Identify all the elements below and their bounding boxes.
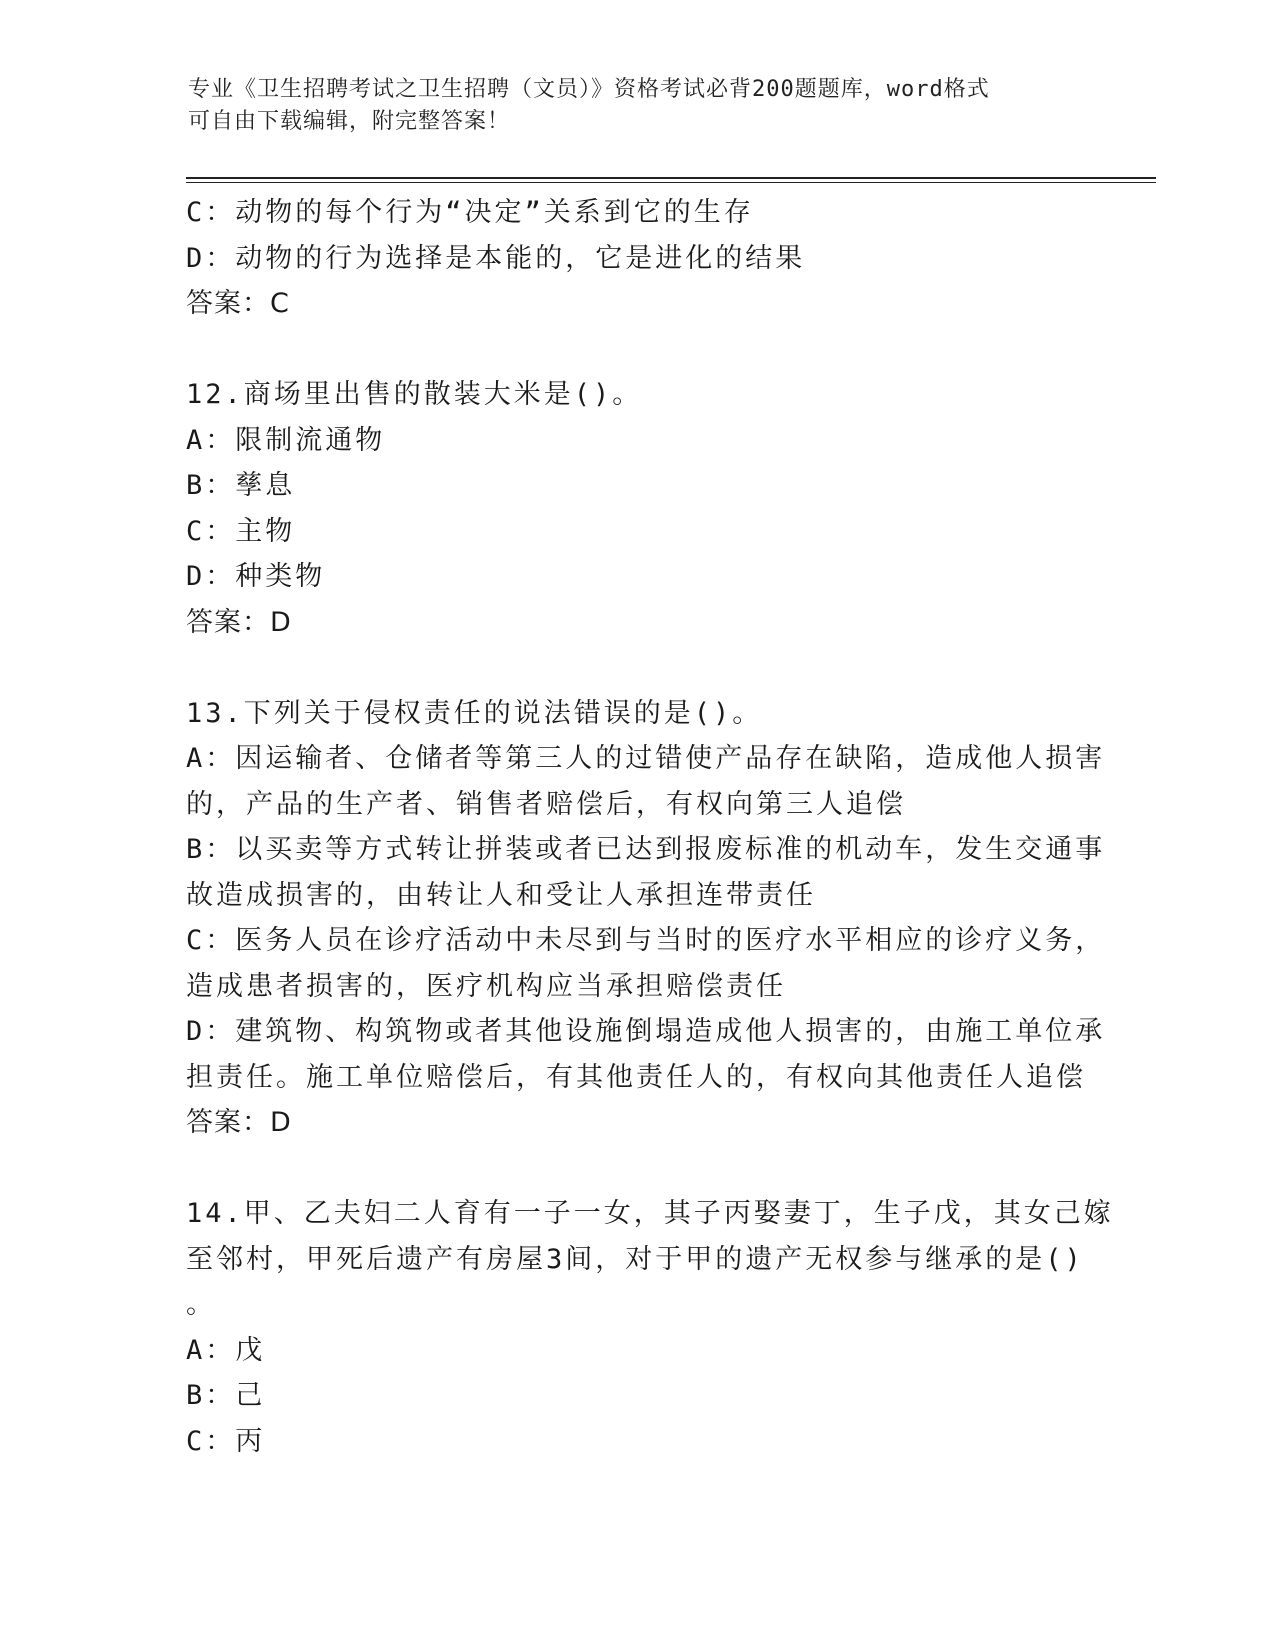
- option-a-line-2: 的，产品的生产者、销售者赔偿后，有权向第三人追偿: [186, 788, 906, 820]
- option-c-line-1: C：医务人员在诊疗活动中未尽到与当时的医疗水平相应的诊疗义务，: [186, 925, 1106, 956]
- option-a: A：戊: [186, 1334, 266, 1366]
- header-title-line-1: 专业《卫生招聘考试之卫生招聘（文员）》资格考试必背200题题库，word格式: [188, 77, 990, 102]
- question-11-tail: [186, 190, 1086, 327]
- option-b: B：孳息: [186, 470, 296, 501]
- question-12: [186, 372, 1086, 645]
- question-stem: 13.下列关于侵权责任的说法错误的是()。: [186, 697, 763, 729]
- header-rule-thick: [186, 177, 1156, 179]
- option-d-line-1: D：建筑物、构筑物或者其他设施倒塌造成他人损害的，由施工单位承: [186, 1016, 1106, 1047]
- option-c: C：主物: [186, 515, 296, 547]
- answer: 答案：D: [186, 1107, 292, 1138]
- question-stem-line-3: 。: [186, 1289, 216, 1320]
- header-title-line-2: 可自由下载编辑，附完整答案！: [188, 109, 511, 134]
- option-c: C：丙: [186, 1425, 266, 1457]
- question-stem: 12.商场里出售的散装大米是()。: [186, 379, 643, 410]
- option-d-line-2: 担责任。施工单位赔偿后，有其他责任人的，有权向其他责任人追偿: [186, 1061, 1086, 1093]
- option-b-line-2: 故造成损害的，由转让人和受让人承担连带责任: [186, 879, 816, 911]
- question-list: [186, 190, 1114, 1464]
- option-a: A：限制流通物: [186, 424, 386, 456]
- answer: 答案：D: [186, 606, 292, 638]
- question-stem-line-1: 14.甲、乙夫妇二人育有一子一女，其子丙娶妻丁，生子戊，其女己嫁: [186, 1198, 1114, 1229]
- page-header: [188, 74, 1068, 138]
- question-14: [186, 1191, 1114, 1464]
- answer: 答案：C: [186, 288, 290, 319]
- option-d: D：动物的行为选择是本能的，它是进化的结果: [186, 242, 806, 274]
- option-c-line-2: 造成患者损害的，医疗机构应当承担赔偿责任: [186, 970, 786, 1002]
- option-a-line-1: A：因运输者、仓储者等第三人的过错使产品存在缺陷，造成他人损害: [186, 743, 1106, 774]
- header-rule-thin: [186, 182, 1156, 183]
- spacer: [186, 645, 1086, 691]
- option-c: C：动物的每个行为“决定”关系到它的生存: [186, 197, 754, 228]
- question-13: [186, 691, 1106, 1146]
- spacer: [186, 327, 1086, 373]
- question-stem-line-2: 至邻村，甲死后遗产有房屋3间，对于甲的遗产无权参与继承的是(): [186, 1243, 1084, 1275]
- spacer: [186, 1146, 1086, 1192]
- option-b-line-1: B：以买卖等方式转让拼装或者已达到报废标准的机动车，发生交通事: [186, 834, 1106, 865]
- option-b: B：己: [186, 1380, 266, 1411]
- option-d: D：种类物: [186, 561, 326, 592]
